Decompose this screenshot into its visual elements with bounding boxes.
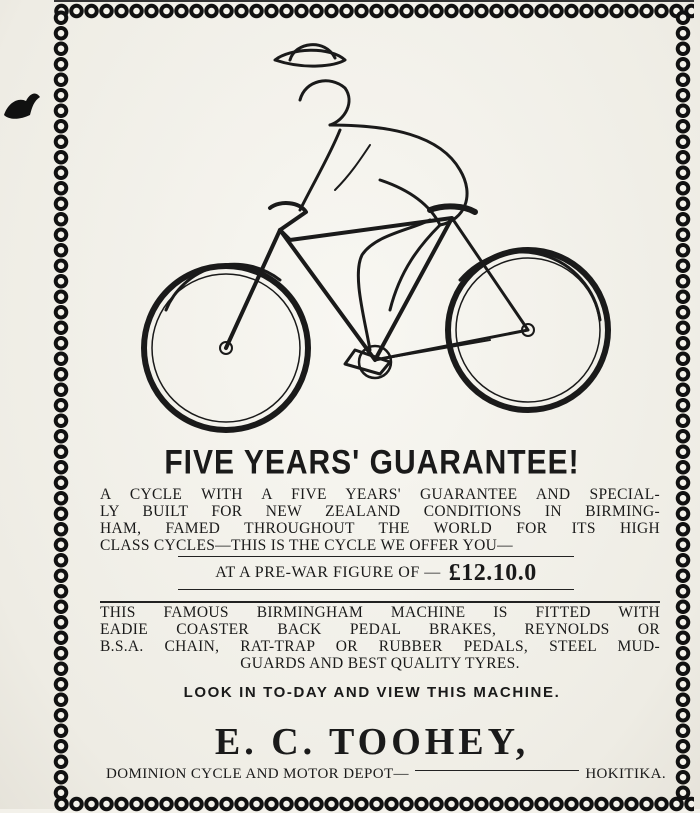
price-banner xyxy=(178,556,574,590)
intro-line: LY BUILT FOR NEW ZEALAND CONDITIONS IN BIRMING- xyxy=(100,503,660,520)
feature-line: THIS FAMOUS BIRMINGHAM MACHINE IS FITTED WITH xyxy=(100,604,660,621)
footer-line xyxy=(106,766,666,783)
call-to-action: LOOK IN TO-DAY AND VIEW THIS MACHINE. xyxy=(183,684,561,701)
section-divider xyxy=(100,601,660,603)
feature-line: GUARDS AND BEST QUALITY TYRES. xyxy=(240,655,520,672)
price-label: AT A PRE-WAR FIGURE OF — xyxy=(215,564,441,581)
intro-paragraph xyxy=(100,486,660,554)
town-name: HOKITIKA. xyxy=(585,766,666,782)
intro-line: HAM, FAMED THROUGHOUT THE WORLD FOR ITS HIGH xyxy=(100,520,660,537)
depot-name: DOMINION CYCLE AND MOTOR DEPOT— xyxy=(106,766,409,782)
ornamental-border-right xyxy=(674,10,692,800)
intro-line: A CYCLE WITH A FIVE YEARS' GUARANTEE AND SPECIAL- xyxy=(100,486,660,503)
cyclist-illustration xyxy=(130,30,620,450)
feature-line: B.S.A. CHAIN, RAT-TRAP OR RUBBER PEDALS, STEEL MUD- xyxy=(100,638,660,655)
ornamental-border-bottom xyxy=(54,795,694,813)
intro-line: CLASS CYCLES—THIS IS THE CYCLE WE OFFER YOU— xyxy=(100,537,513,554)
merchant-name: E. C. TOOHEY, xyxy=(214,721,530,763)
price-amount: £12.10.0 xyxy=(448,559,537,586)
headline: FIVE YEARS' GUARANTEE! xyxy=(164,443,580,482)
features-paragraph xyxy=(100,604,660,672)
ornamental-border-left xyxy=(52,10,70,800)
feature-line: EADIE COASTER BACK PEDAL BRAKES, REYNOLDS OR xyxy=(100,621,660,638)
footer-dash xyxy=(415,770,579,771)
ink-smudge xyxy=(0,85,48,125)
ornamental-border-top xyxy=(54,2,694,20)
